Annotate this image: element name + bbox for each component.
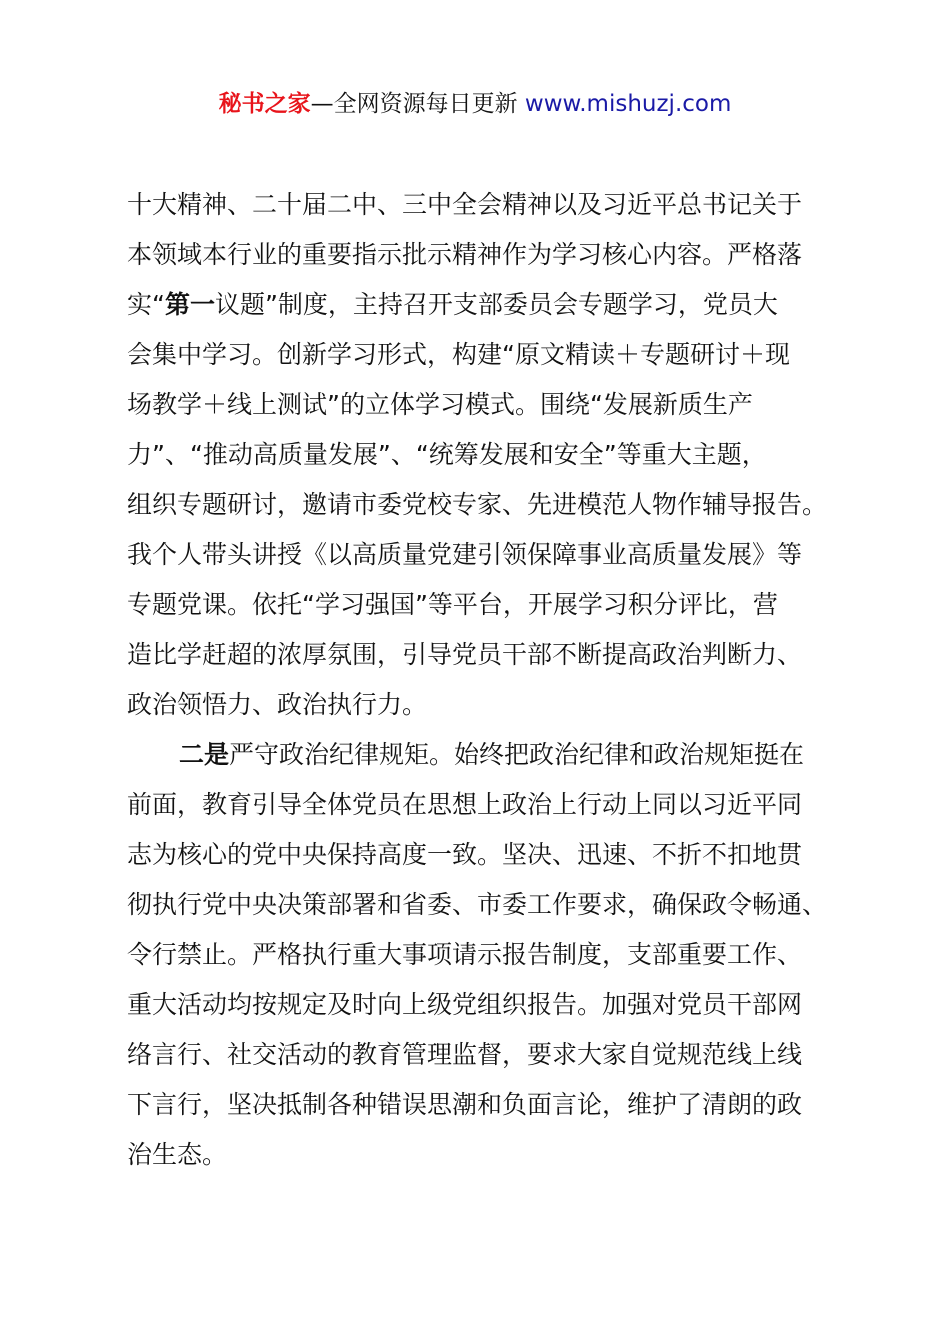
site-header (0, 86, 950, 122)
text-line (127, 280, 852, 330)
document-body (127, 180, 852, 1180)
text-line: 本领域本行业的重要指示批示精神作为学习核心内容。严格落 (127, 240, 803, 269)
text-line: 下言行，坚决抵制各种错误思潮和负面言论，维护了清朗的政 (127, 1090, 803, 1119)
text-line: 重大活动均按规定及时向上级党组织报告。加强对党员干部网 (127, 990, 803, 1019)
text-line: 十大精神、二十届二中、三中全会精神以及习近平总书记关于 (127, 190, 803, 219)
text-line: 政治领悟力、政治执行力。 (127, 690, 428, 719)
text-span: 议题”制度，主持召开支部委员会专题学习，党员大 (214, 290, 778, 319)
text-line: 彻执行党中央决策部署和省委、市委工作要求，确保政令畅通、 (127, 890, 828, 919)
text-line: 络言行、社交活动的教育管理监督，要求大家自觉规范线上线 (127, 1040, 803, 1069)
text-span: 严守政治纪律规矩。始终把政治纪律和政治规矩挺在 (229, 740, 805, 769)
header-slogan: —全网资源每日更新 (310, 91, 525, 117)
paragraph-1 (127, 180, 852, 730)
text-line: 场教学＋线上测试”的立体学习模式。围绕“发展新质生产 (127, 390, 753, 419)
text-line: 造比学赶超的浓厚氛围，引导党员干部不断提高政治判断力、 (127, 640, 803, 669)
bold-emphasis: 第一 (164, 290, 215, 319)
text-span: 实“ (127, 290, 165, 319)
brand-name: 秘书之家 (218, 91, 311, 117)
text-line: 我个人带头讲授《以高质量党建引领保障事业高质量发展》等 (127, 540, 803, 569)
text-line: 组织专题研讨，邀请市委党校专家、先进模范人物作辅导报告。 (127, 490, 828, 519)
text-line: 力”、“推动高质量发展”、“统筹发展和安全”等重大主题， (127, 440, 767, 469)
section-lead: 二是 (179, 740, 230, 769)
text-line (127, 730, 852, 780)
text-line: 会集中学习。创新学习形式，构建“原文精读＋专题研讨＋现 (127, 340, 790, 369)
text-line: 治生态。 (127, 1140, 228, 1169)
site-url-link[interactable]: www.mishuzj.com (524, 91, 732, 117)
text-line: 志为核心的党中央保持高度一致。坚决、迅速、不折不扣地贯 (127, 840, 803, 869)
paragraph-2 (127, 730, 852, 1180)
text-line: 令行禁止。严格执行重大事项请示报告制度，支部重要工作、 (127, 940, 803, 969)
text-line: 前面，教育引导全体党员在思想上政治上行动上同以习近平同 (127, 790, 803, 819)
text-line: 专题党课。依托“学习强国”等平台，开展学习积分评比，营 (127, 590, 778, 619)
